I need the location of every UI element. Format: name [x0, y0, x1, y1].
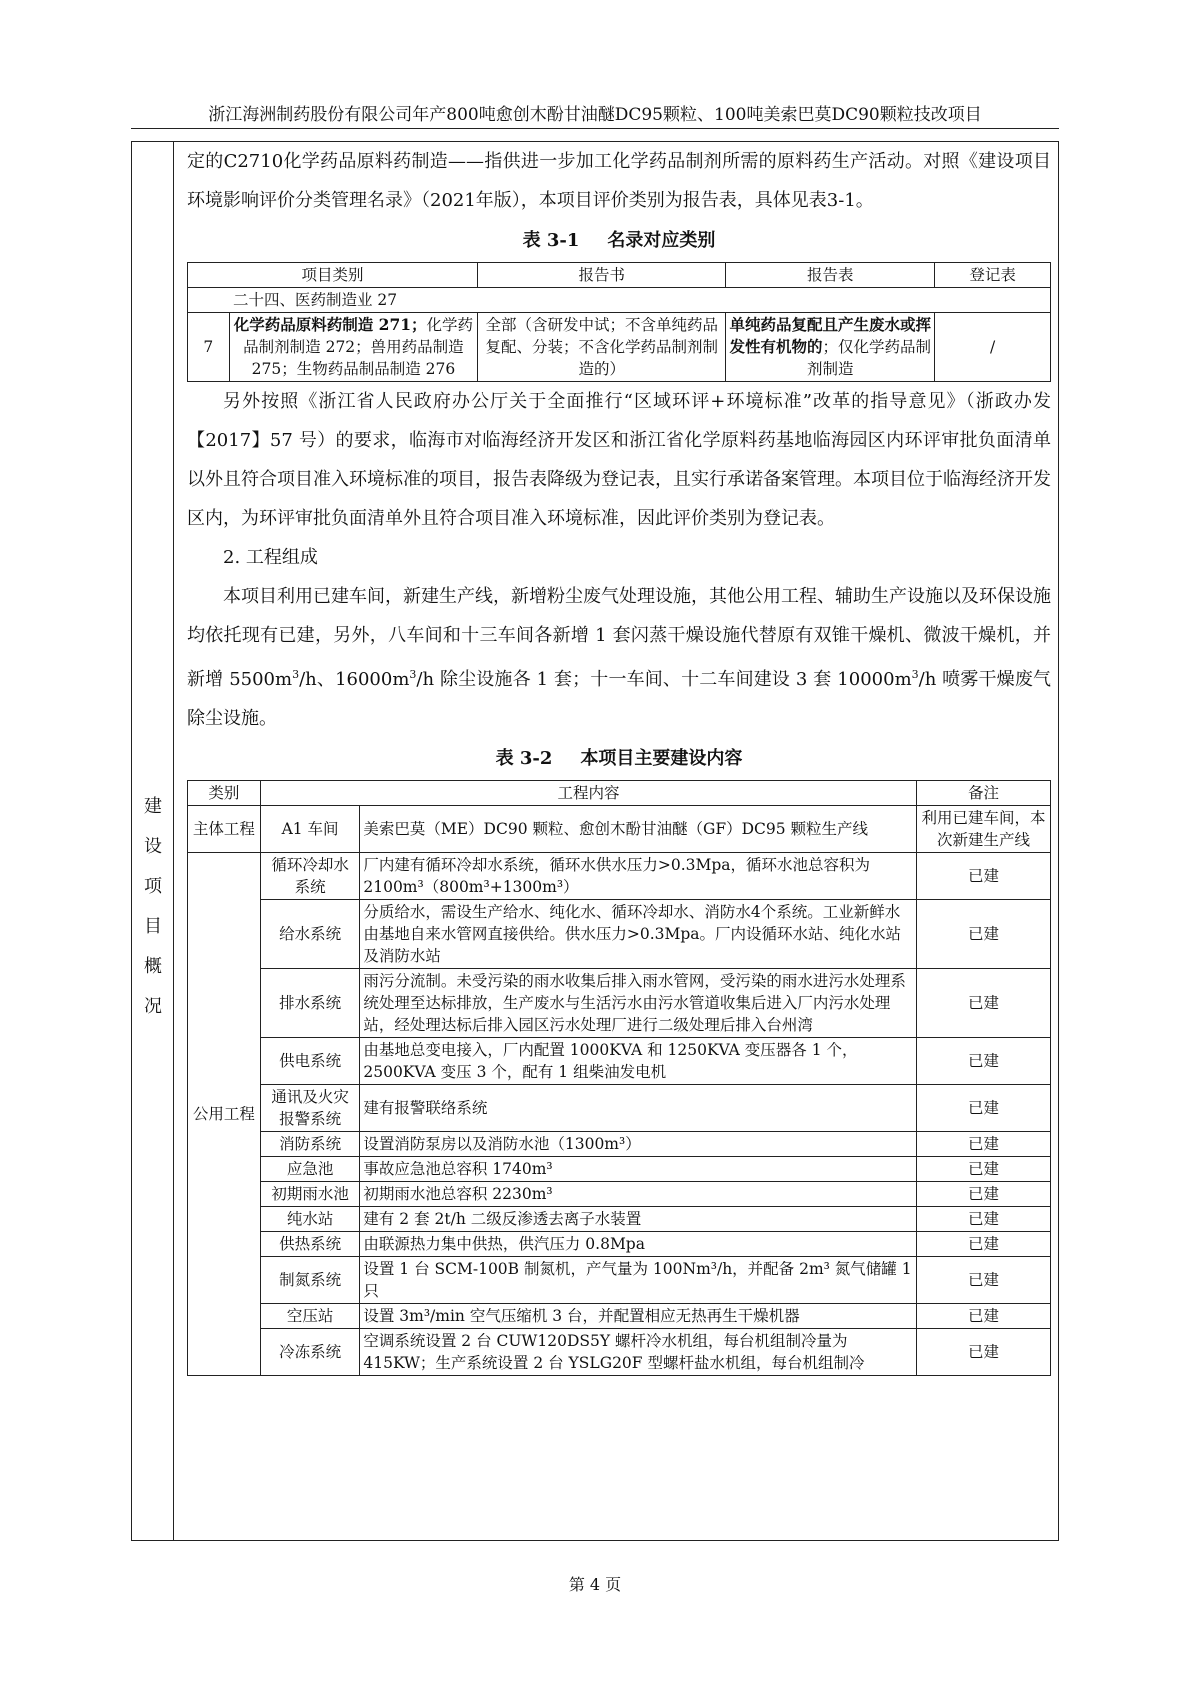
side-label-char: 项 — [144, 876, 162, 897]
note-cell: 已建 — [917, 900, 1051, 969]
p4-text: /h 除尘设施各 1 套；十一车间、十二车间建设 3 套 10000m — [416, 669, 912, 690]
content-cell: 设置 1 台 SCM-100B 制氮机，产气量为 100Nm³/h，并配备 2m³ 氮气储罐 1 只 — [360, 1257, 917, 1304]
header-cell: 报告书 — [478, 263, 726, 288]
note-cell: 已建 — [917, 1304, 1051, 1329]
header-rule — [131, 128, 1059, 129]
paragraph-3: 2. 工程组成 — [223, 547, 318, 568]
content-cell: 空调系统设置 2 台 CUW120DS5Y 螺杆冷水机组，每台机组制冷量为415KW；生产系统设置 2 台 YSLG20F 型螺杆盐水机组，每台机组制冷 — [360, 1329, 917, 1376]
note-cell: 已建 — [917, 1329, 1051, 1376]
row-number: 7 — [188, 313, 230, 382]
table-row — [188, 288, 1051, 313]
table-row — [188, 1157, 1051, 1182]
table-row — [188, 1304, 1051, 1329]
table-row — [188, 853, 1051, 900]
table-3-2 — [187, 780, 1051, 1376]
register-cell: / — [935, 313, 1051, 382]
table-row — [188, 313, 1051, 382]
paragraph-4 — [187, 577, 1051, 738]
category-cell: 公用工程 — [188, 853, 261, 1376]
side-label-char: 建 — [144, 796, 162, 817]
table-row — [188, 1085, 1051, 1132]
content-cell: 初期雨水池总容积 2230m³ — [360, 1182, 917, 1207]
header-cell: 报告表 — [726, 263, 935, 288]
page-number: 第 4 页 — [568, 1575, 622, 1594]
item-cell: 供热系统 — [260, 1232, 360, 1257]
p4-text: /h、16000m — [299, 669, 410, 690]
content-cell: 由基地总变电接入，厂内配置 1000KVA 和 1250KVA 变压器各 1 个，2500KVA 变压 3 个，配有 1 组柴油发电机 — [360, 1038, 917, 1085]
content-cell: 设置消防泵房以及消防水池（1300m³） — [360, 1132, 917, 1157]
note-cell: 已建 — [917, 1132, 1051, 1157]
note-cell: 已建 — [917, 1085, 1051, 1132]
table-row — [188, 1232, 1051, 1257]
header-cell: 登记表 — [935, 263, 1051, 288]
note-cell: 已建 — [917, 1207, 1051, 1232]
item-cell: 给水系统 — [260, 900, 360, 969]
caption-number: 表 3-2 — [495, 748, 553, 769]
content-cell: 厂内建有循环冷却水系统，循环水供水压力>0.3Mpa，循环水池总容积为2100m³（800m³+1300m³） — [360, 853, 917, 900]
note-cell: 已建 — [917, 1157, 1051, 1182]
p4-text: 本项目利用已建车间，新建生产线，新增粉尘废气处理设施，其他公用工程、辅助生产设施以及环保设施均依托现有已建，另外，八车间和十三车间各新增 1 套闪蒸干燥设施代替原有双锥干燥机、微波干燥机，并新增 5500m — [187, 586, 1051, 690]
content-cell: 美索巴莫（ME）DC90 颗粒、愈创木酚甘油醚（GF）DC95 颗粒生产线 — [360, 806, 917, 853]
caption-title: 本项目主要建设内容 — [580, 748, 743, 769]
table-row — [188, 969, 1051, 1038]
report-table-bold: 单纯药品复配且产生废水或挥发性有机物的 — [729, 315, 932, 356]
table-header-row — [188, 781, 1051, 806]
table-row — [188, 1257, 1051, 1304]
item-cell: 空压站 — [260, 1304, 360, 1329]
category-cell: 主体工程 — [188, 806, 261, 853]
content-cell: 由联源热力集中供热，供汽压力 0.8Mpa — [360, 1232, 917, 1257]
main-content — [187, 142, 1051, 1376]
table-row — [188, 1132, 1051, 1157]
content-cell: 建有报警联络系统 — [360, 1085, 917, 1132]
content-cell: 建有 2 套 2t/h 二级反渗透去离子水装置 — [360, 1207, 917, 1232]
side-label — [132, 787, 174, 1027]
content-frame — [131, 141, 1059, 1541]
header-cell: 工程内容 — [260, 781, 916, 806]
side-label-char: 况 — [144, 996, 162, 1017]
item-cell: 循环冷却水系统 — [260, 853, 360, 900]
note-cell: 已建 — [917, 1232, 1051, 1257]
note-cell: 已建 — [917, 1182, 1051, 1207]
table-header-row — [188, 263, 1051, 288]
item-cell: 制氮系统 — [260, 1257, 360, 1304]
item-cell: 纯水站 — [260, 1207, 360, 1232]
content-cell: 设置 3m³/min 空气压缩机 3 台，并配置相应无热再生干燥机器 — [360, 1304, 917, 1329]
side-label-char: 设 — [144, 836, 162, 857]
item-cell: 冷冻系统 — [260, 1329, 360, 1376]
table-3-1 — [187, 262, 1051, 382]
table-row — [188, 1329, 1051, 1376]
side-label-char: 目 — [144, 916, 162, 937]
header-cell: 备注 — [917, 781, 1051, 806]
table-row — [188, 806, 1051, 853]
item-cell: 应急池 — [260, 1157, 360, 1182]
table-row — [188, 900, 1051, 969]
item-cell: 供电系统 — [260, 1038, 360, 1085]
p4-sup: 3 — [409, 668, 417, 681]
p4-sup: 3 — [292, 668, 300, 681]
item-cell: 通讯及火灾报警系统 — [260, 1085, 360, 1132]
caption-title: 名录对应类别 — [607, 230, 716, 251]
table-row — [188, 1038, 1051, 1085]
report-table-cell — [726, 313, 935, 382]
category-cell — [229, 313, 477, 382]
header-cell: 类别 — [188, 781, 261, 806]
p4-sup: 3 — [911, 668, 919, 681]
note-cell: 已建 — [917, 1038, 1051, 1085]
content-cell: 雨污分流制。未受污染的雨水收集后排入雨水管网，受污染的雨水进污水处理系统处理至达标排放，生产废水与生活污水由污水管道收集后进入厂内污水处理站，经处理达标后排入园区污水处理厂进行二级处理后排入台州湾 — [360, 969, 917, 1038]
item-cell: 消防系统 — [260, 1132, 360, 1157]
header-cell: 项目类别 — [188, 263, 478, 288]
side-label-char: 概 — [144, 956, 162, 977]
category-rest: 化学药品制剂制造 272；兽用药品制造 275；生物药品制品制造 276 — [243, 316, 474, 378]
table-row — [188, 1182, 1051, 1207]
side-column — [132, 142, 174, 1540]
item-cell: A1 车间 — [260, 806, 360, 853]
document-header: 浙江海洲制药股份有限公司年产800吨愈创木酚甘油醚DC95颗粒、100吨美索巴莫DC90颗粒技改项目 — [208, 105, 982, 125]
category-bold: 化学药品原料药制造 271； — [233, 315, 427, 334]
report-book-cell: 全部（含研发中试；不含单纯药品复配、分装；不含化学药品制剂制造的） — [478, 313, 726, 382]
item-cell: 初期雨水池 — [260, 1182, 360, 1207]
table-caption-3-1 — [187, 226, 1051, 256]
note-cell: 已建 — [917, 853, 1051, 900]
group-row-cell: 二十四、医药制造业 27 — [188, 288, 1051, 313]
note-cell: 已建 — [917, 1257, 1051, 1304]
paragraph-2: 另外按照《浙江省人民政府办公厅关于全面推行“区域环评+环境标准”改革的指导意见》（浙政办发【2017】57 号）的要求，临海市对临海经济开发区和浙江省化学原料药基地临海园区内环评审批负面清单以外且符合项目准入环境标准的项目，报告表降级为登记表，且实行承诺备案管理。本项目位于临海经济开发区内，为环评审批负面清单外且符合项目准入环境标准，因此评价类别为登记表。 — [187, 391, 1051, 529]
note-cell: 利用已建车间，本次新建生产线 — [917, 806, 1051, 853]
content-cell: 分质给水，需设生产给水、纯化水、循环冷却水、消防水4个系统。工业新鲜水由基地自来水管网直接供给。供水压力>0.3Mpa。厂内设循环水站、纯化水站及消防水站 — [360, 900, 917, 969]
item-cell: 排水系统 — [260, 969, 360, 1038]
table-row — [188, 1207, 1051, 1232]
caption-number: 表 3-1 — [522, 230, 580, 251]
p4-text: /h 喷雾干燥废气除尘设施。 — [187, 669, 1051, 729]
table-caption-3-2 — [187, 744, 1051, 774]
paragraph-1: 定的C2710化学药品原料药制造——指供进一步加工化学药品制剂所需的原料药生产活动。对照《建设项目环境影响评价分类管理名录》（2021年版），本项目评价类别为报告表，具体见表3-1。 — [187, 151, 1051, 211]
report-table-rest: ；仅化学药品制剂制造 — [807, 338, 932, 378]
content-cell: 事故应急池总容积 1740m³ — [360, 1157, 917, 1182]
note-cell: 已建 — [917, 969, 1051, 1038]
